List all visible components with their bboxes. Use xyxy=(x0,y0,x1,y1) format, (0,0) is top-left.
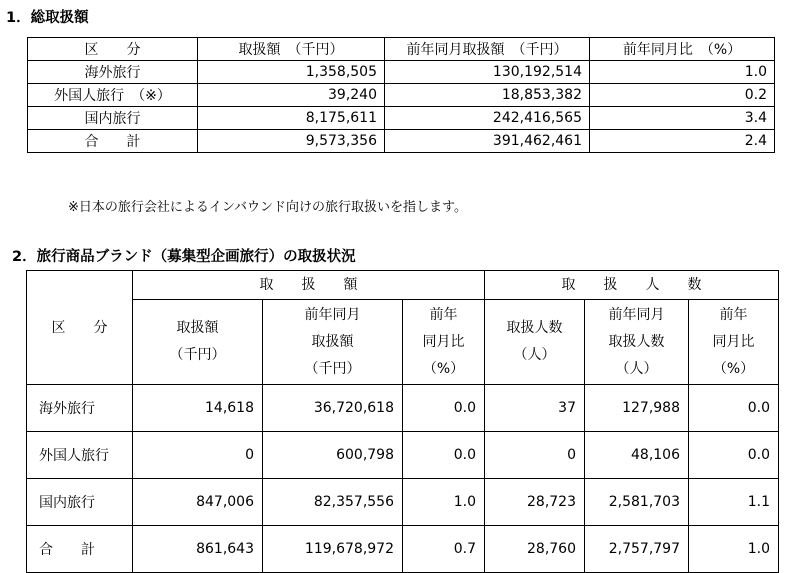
table-row xyxy=(28,84,775,107)
table-cell: 18,853,382 xyxy=(385,84,590,107)
row-label: 外国人旅行 （※） xyxy=(28,84,198,107)
row-label: 合 計 xyxy=(27,526,133,573)
table-cell: 48,106 xyxy=(585,432,689,479)
table-row xyxy=(27,385,779,432)
table-cell: 14,618 xyxy=(133,385,263,432)
table-cell: 130,192,514 xyxy=(385,61,590,84)
table-cell: 1.1 xyxy=(689,479,779,526)
column-header xyxy=(485,300,585,385)
table-cell: 391,462,461 xyxy=(385,130,590,153)
table-cell: 0.2 xyxy=(590,84,775,107)
header-line: 取扱人数 xyxy=(608,333,665,350)
table-header-row xyxy=(28,38,775,61)
table-cell: 8,175,611 xyxy=(198,107,385,130)
row-label: 合 計 xyxy=(28,130,198,153)
table-cell: 1.0 xyxy=(689,526,779,573)
table-cell: 28,723 xyxy=(485,479,585,526)
header-line: （%） xyxy=(422,360,465,377)
table-cell: 861,643 xyxy=(133,526,263,573)
header-line: 前年同月 xyxy=(608,306,665,323)
header-line: 同月比 xyxy=(712,333,755,350)
table-cell: 0.0 xyxy=(403,432,485,479)
table-cell: 1,358,505 xyxy=(198,61,385,84)
section2-title: 2．旅行商品ブランド（募集型企画旅行）の取扱状況 xyxy=(12,249,356,265)
row-label: 海外旅行 xyxy=(27,385,133,432)
table-cell: 2,581,703 xyxy=(585,479,689,526)
column-header: 前年同月比 （%） xyxy=(590,38,775,61)
header-line: 前年 xyxy=(719,306,748,323)
header-line: 前年同月 xyxy=(304,306,361,323)
column-header: 区 分 xyxy=(28,38,198,61)
table-cell: 0.0 xyxy=(689,385,779,432)
header-line: 取扱額 xyxy=(176,320,219,336)
table-cell: 39,240 xyxy=(198,84,385,107)
table-cell: 0 xyxy=(133,432,263,479)
header-line: 取扱額 xyxy=(311,333,354,350)
row-label: 海外旅行 xyxy=(28,61,198,84)
table-cell: 0.7 xyxy=(403,526,485,573)
table-cell: 9,573,356 xyxy=(198,130,385,153)
table-cell: 2,757,797 xyxy=(585,526,689,573)
table-cell: 0.0 xyxy=(689,432,779,479)
header-line: （人） xyxy=(513,347,556,363)
header-line: （%） xyxy=(712,360,755,377)
header-line: （千円） xyxy=(169,347,226,363)
column-header xyxy=(403,300,485,385)
header-line: 前年 xyxy=(429,306,458,323)
row-header: 区 分 xyxy=(27,271,133,385)
footnote: ※日本の旅行会社によるインバウンド向けの旅行取扱いを指します。 xyxy=(68,200,467,215)
group-header-people: 取 扱 人 数 xyxy=(485,271,779,300)
table-row xyxy=(27,479,779,526)
header-line: 取扱人数 xyxy=(506,320,563,336)
table-cell: 36,720,618 xyxy=(263,385,403,432)
row-label: 国内旅行 xyxy=(27,479,133,526)
table-cell: 119,678,972 xyxy=(263,526,403,573)
table-cell: 2.4 xyxy=(590,130,775,153)
sub-header-row xyxy=(27,300,779,385)
header-line: 同月比 xyxy=(422,333,465,350)
table-cell: 127,988 xyxy=(585,385,689,432)
table-cell: 0 xyxy=(485,432,585,479)
table-cell: 242,416,565 xyxy=(385,107,590,130)
column-header: 前年同月取扱額 （千円） xyxy=(385,38,590,61)
section1-title: 1．総取扱額 xyxy=(6,10,89,26)
table-cell: 847,006 xyxy=(133,479,263,526)
column-header xyxy=(585,300,689,385)
row-label: 国内旅行 xyxy=(28,107,198,130)
column-header: 取扱額 （千円） xyxy=(198,38,385,61)
table-cell: 1.0 xyxy=(403,479,485,526)
group-header-row xyxy=(27,271,779,300)
column-header xyxy=(689,300,779,385)
table-cell: 600,798 xyxy=(263,432,403,479)
table-cell: 3.4 xyxy=(590,107,775,130)
brand-handling-table xyxy=(26,270,779,573)
table-row xyxy=(28,61,775,84)
table-cell: 37 xyxy=(485,385,585,432)
row-label: 外国人旅行 xyxy=(27,432,133,479)
column-header xyxy=(263,300,403,385)
table-row xyxy=(27,526,779,573)
header-line: （人） xyxy=(615,360,658,377)
table-row xyxy=(27,432,779,479)
column-header xyxy=(133,300,263,385)
table-row xyxy=(28,130,775,153)
header-line: （千円） xyxy=(304,360,361,377)
table-row xyxy=(28,107,775,130)
table-cell: 28,760 xyxy=(485,526,585,573)
table-cell: 0.0 xyxy=(403,385,485,432)
total-handling-table xyxy=(27,37,775,153)
table-cell: 82,357,556 xyxy=(263,479,403,526)
table-cell: 1.0 xyxy=(590,61,775,84)
group-header-amount: 取 扱 額 xyxy=(133,271,485,300)
